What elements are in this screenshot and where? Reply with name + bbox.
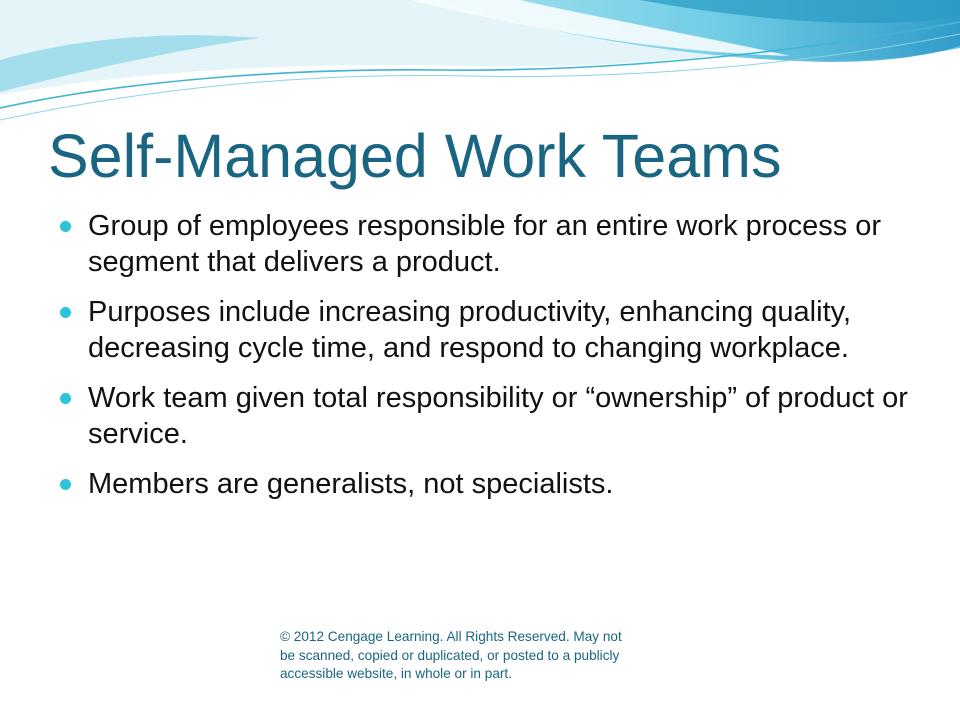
bullet-text: Members are generalists, not specialists. xyxy=(88,468,614,500)
bullet-dot-icon xyxy=(60,221,71,232)
bullet-list xyxy=(60,208,920,516)
bullet-dot-icon xyxy=(60,307,71,318)
bullet-item xyxy=(60,208,920,280)
bullet-item xyxy=(60,380,920,452)
bullet-text: Group of employees responsible for an entire work process or segment that delivers a product. xyxy=(88,210,882,278)
bullet-dot-icon xyxy=(60,393,71,404)
bullet-text: Work team given total responsibility or “ownership” of product or service. xyxy=(88,382,908,450)
bullet-text: Purposes include increasing productivity, enhancing quality, decreasing cycle time, and respond to changing workplace. xyxy=(88,296,852,364)
wave-header-decoration xyxy=(0,0,960,130)
copyright-notice: © 2012 Cengage Learning. All Rights Reserved. May not be scanned, copied or duplicated, or posted to a publicly accessible website, in whole or in part. xyxy=(280,629,622,681)
bullet-item xyxy=(60,466,920,502)
slide-title: Self-Managed Work Teams xyxy=(48,122,782,190)
bullet-dot-icon xyxy=(60,479,71,490)
bullet-item xyxy=(60,294,920,366)
